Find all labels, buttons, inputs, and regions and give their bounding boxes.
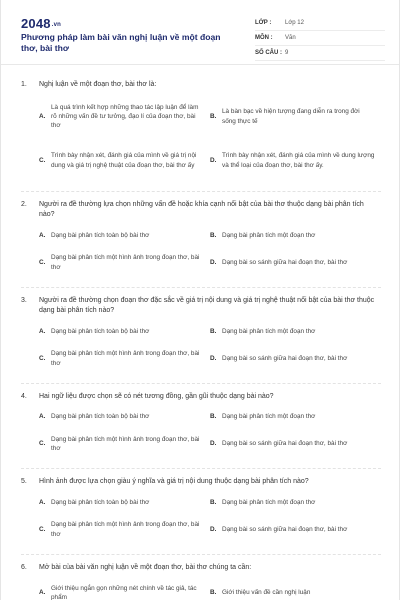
meta-key: LỚP : <box>255 20 272 26</box>
option-grid <box>39 227 381 277</box>
meta-key: MÔN : <box>255 35 273 41</box>
question-item <box>1 80 400 179</box>
option-letter: B. <box>210 231 217 239</box>
option-b[interactable] <box>210 227 381 245</box>
question-head <box>21 477 381 488</box>
meta-info <box>255 16 385 61</box>
question-item <box>1 477 400 544</box>
question-text: Nghị luận về một đoạn thơ, bài thơ là: <box>39 81 157 88</box>
meta-row-subject <box>255 31 385 46</box>
question-number: 3. <box>21 296 27 304</box>
option-letter: D. <box>210 156 217 164</box>
question-head <box>21 563 381 574</box>
question-number: 4. <box>21 392 27 400</box>
question-text: Người ra đề thường chọn đoạn thơ đặc sắc về giá trị nội dung và giá trị nghệ thuật nổi bật của bài thơ thuộc dạng bài phân tích nào? <box>39 296 375 314</box>
worksheet-header <box>1 0 399 65</box>
question-item <box>1 200 400 277</box>
option-grid <box>39 99 381 179</box>
option-text: Dạng bài phân tích một hình ảnh trong đoạn thơ, bài thơ <box>51 521 200 538</box>
option-text: Dạng bài so sánh giữa hai đoạn thơ, bài thơ <box>222 354 348 362</box>
option-b[interactable] <box>210 494 381 512</box>
question-text: Hai ngữ liệu được chọn sẽ có nét tương đồng, gần gũi thuộc dạng bài nào? <box>39 392 274 400</box>
option-grid <box>39 408 381 458</box>
question-number: 2. <box>21 200 27 208</box>
divider <box>21 287 381 288</box>
meta-key: SỐ CÂU : <box>255 50 282 56</box>
option-text: Dạng bài phân tích toàn bộ bài thơ <box>51 413 150 421</box>
question-item <box>1 296 400 373</box>
option-a[interactable] <box>39 408 210 426</box>
option-a[interactable] <box>39 323 210 341</box>
option-letter: A. <box>39 413 46 421</box>
option-c[interactable] <box>39 516 210 544</box>
option-d[interactable] <box>210 143 381 179</box>
divider <box>21 554 381 555</box>
question-head <box>21 200 381 221</box>
option-grid <box>39 579 381 600</box>
option-d[interactable] <box>210 516 381 544</box>
option-d[interactable] <box>210 345 381 373</box>
option-text: Dạng bài phân tích toàn bộ bài thơ <box>51 498 150 506</box>
option-d[interactable] <box>210 249 381 277</box>
option-text: Dạng bài phân tích toàn bộ bài thơ <box>51 327 150 335</box>
option-a[interactable] <box>39 579 210 600</box>
option-letter: B. <box>210 589 217 597</box>
option-letter: A. <box>39 589 46 597</box>
question-text: Hình ảnh được lựa chọn giàu ý nghĩa và giá trị nội dung thuộc dạng bài phân tích nào? <box>39 478 309 485</box>
question-item <box>1 392 400 459</box>
option-c[interactable] <box>39 143 210 179</box>
option-letter: D. <box>210 354 217 362</box>
divider <box>21 383 381 384</box>
option-text: Dạng bài phân tích toàn bộ bài thơ <box>51 231 150 239</box>
option-letter: C. <box>39 525 46 533</box>
question-head <box>21 392 381 403</box>
meta-value: Lớp 12 <box>285 20 304 26</box>
option-a[interactable] <box>39 99 210 135</box>
option-text: Dạng bài so sánh giữa hai đoạn thơ, bài thơ <box>222 525 348 533</box>
option-letter: C. <box>39 258 46 266</box>
option-letter: D. <box>210 258 217 266</box>
option-c[interactable] <box>39 430 210 458</box>
option-a[interactable] <box>39 494 210 512</box>
option-b[interactable] <box>210 99 381 135</box>
question-number: 5. <box>21 478 27 485</box>
option-text: Dạng bài phân tích một hình ảnh trong đoạn thơ, bài thơ <box>51 254 200 271</box>
option-letter: A. <box>39 327 46 335</box>
question-head <box>21 296 381 317</box>
option-text: Dạng bài phân tích một đoạn thơ <box>222 498 316 506</box>
site-logo[interactable] <box>21 16 61 31</box>
meta-value: Văn <box>285 35 296 41</box>
option-text: Dạng bài phân tích một hình ảnh trong đoạn thơ, bài thơ <box>51 435 200 452</box>
option-text: Là bàn bạc về hiện tượng đang diễn ra trong đời sống thực tế <box>222 108 360 125</box>
question-number: 6. <box>21 563 27 571</box>
meta-row-grade <box>255 16 385 31</box>
option-letter: C. <box>39 354 46 362</box>
option-b[interactable] <box>210 579 381 600</box>
option-d[interactable] <box>210 430 381 458</box>
option-b[interactable] <box>210 323 381 341</box>
divider <box>21 191 381 192</box>
question-list <box>1 72 400 600</box>
option-letter: B. <box>210 498 217 506</box>
question-item <box>1 563 400 600</box>
question-text: Người ra đề thường lựa chọn những vấn đề hoặc khía cạnh nổi bật của bài thơ thuộc dạng bài phân tích nào? <box>39 200 364 218</box>
option-text: Là quá trình kết hợp những thao tác lập luận để làm rõ những vấn đề tư tưởng, đạo lí của đoạn thơ, bài thơ <box>51 103 199 130</box>
option-a[interactable] <box>39 227 210 245</box>
option-text: Dạng bài phân tích một đoạn thơ <box>222 327 316 335</box>
option-letter: B. <box>210 413 217 421</box>
logo-main: 2048 <box>21 16 51 31</box>
meta-value: 9 <box>285 50 289 56</box>
question-text: Mở bài của bài văn nghị luận về một đoạn thơ, bài thơ chúng ta cần: <box>39 563 252 571</box>
option-b[interactable] <box>210 408 381 426</box>
option-letter: C. <box>39 156 46 164</box>
option-letter: A. <box>39 498 46 506</box>
question-head <box>21 80 381 91</box>
option-c[interactable] <box>39 249 210 277</box>
option-letter: C. <box>39 440 46 448</box>
question-number: 1. <box>21 81 27 88</box>
logo-sub: .vn <box>51 21 62 28</box>
option-text: Trình bày nhận xét, đánh giá của mình về dung lượng và thể loại của đoạn thơ, bài thơ ấy. <box>222 152 375 169</box>
option-text: Dạng bài phân tích một đoạn thơ <box>222 413 316 421</box>
option-text: Giới thiệu vấn đề cần nghị luận <box>222 589 311 597</box>
option-text: Dạng bài so sánh giữa hai đoạn thơ, bài thơ <box>222 440 348 448</box>
option-letter: B. <box>210 327 217 335</box>
option-letter: B. <box>210 112 217 120</box>
option-letter: A. <box>39 231 46 239</box>
option-grid <box>39 494 381 544</box>
option-text: Dạng bài so sánh giữa hai đoạn thơ, bài thơ <box>222 258 348 266</box>
option-text: Dạng bài phân tích một đoạn thơ <box>222 231 316 239</box>
page-title: Phương pháp làm bài văn nghị luận về một đoạn thơ, bài thơ <box>21 32 221 54</box>
divider <box>21 468 381 469</box>
option-letter: D. <box>210 440 217 448</box>
option-c[interactable] <box>39 345 210 373</box>
option-text: Trình bày nhận xét, đánh giá của mình về giá trị nội dung và giá trị nghệ thuật của đoạn thơ, bài thơ ấy <box>51 152 197 169</box>
option-grid <box>39 323 381 373</box>
meta-row-count <box>255 46 385 61</box>
option-letter: D. <box>210 525 217 533</box>
option-text: Giới thiệu ngắn gọn những nét chính về tác giả, tác phẩm <box>51 584 197 600</box>
option-letter: A. <box>39 112 46 120</box>
option-text: Dạng bài phân tích một hình ảnh trong đoạn thơ, bài thơ <box>51 350 200 367</box>
